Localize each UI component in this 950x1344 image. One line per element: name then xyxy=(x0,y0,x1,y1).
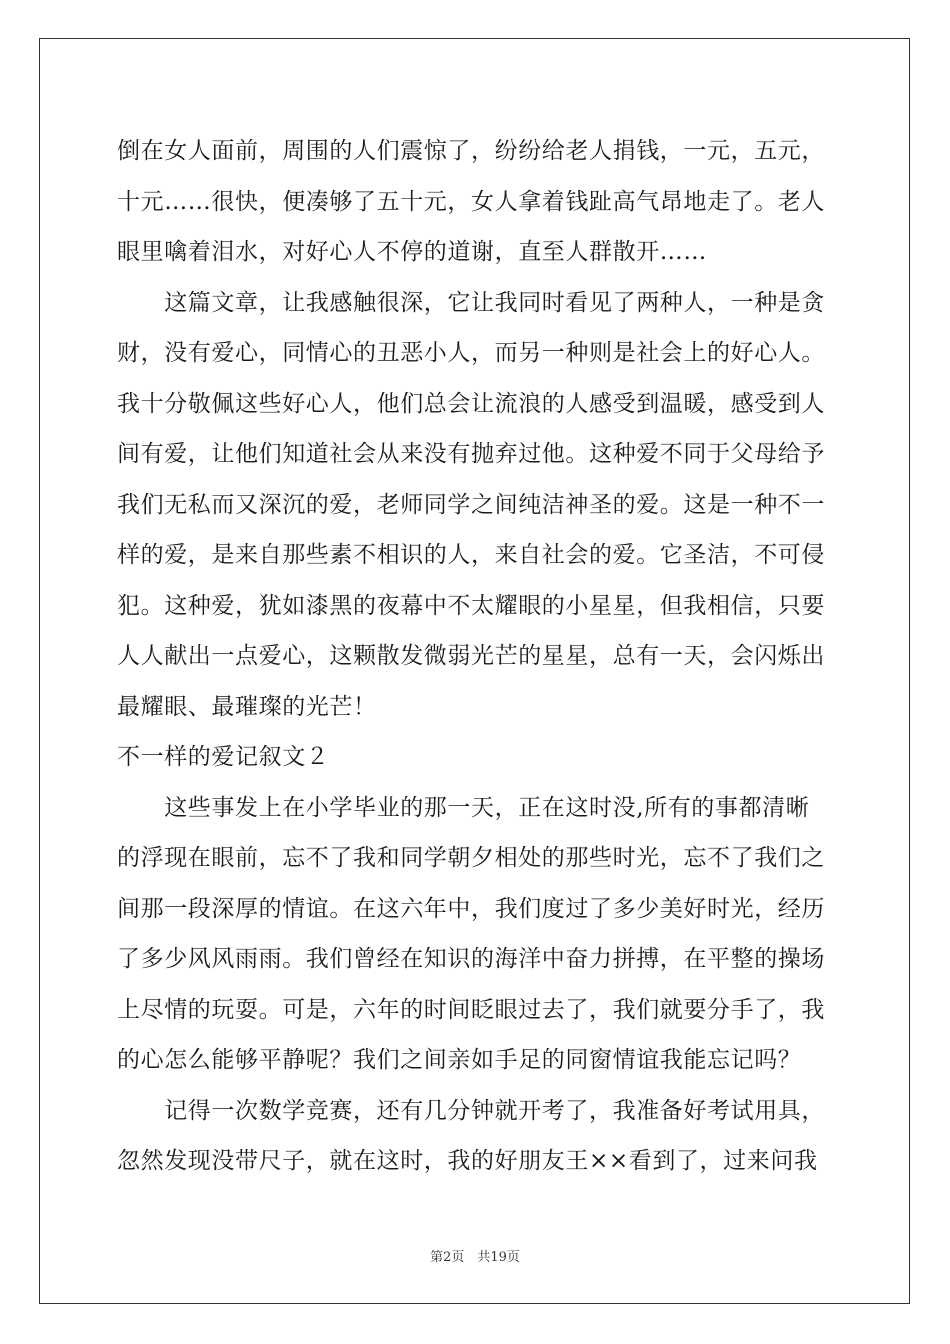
text-line: 人人献出一点爱心，这颗散发微弱光芒的星星，总有一天，会闪烁出 xyxy=(117,643,825,669)
text-line: 样的爱，是来自那些素不相识的人，来自社会的爱。它圣洁，不可侵 xyxy=(117,542,825,568)
text-line: 倒在女人面前，周围的人们震惊了，纷纷给老人捐钱，一元，五元， xyxy=(117,138,825,164)
text-line: 这些事发上在小学毕业的那一天，正在这时没,所有的事都清晰 xyxy=(117,794,810,821)
text-line: 最耀眼、最璀璨的光芒！ xyxy=(117,693,377,720)
text-line: 我们无私而又深沉的爱，老师同学之间纯洁神圣的爱。这是一种不一 xyxy=(117,491,825,518)
text-line: 十元……很快，便凑够了五十元，女人拿着钱趾高气昂地走了。老人 xyxy=(117,188,825,215)
text-line: 上尽情的玩耍。可是，六年的时间眨眼过去了，我们就要分手了，我 xyxy=(117,996,825,1023)
page-number: 第2页 共19页 xyxy=(430,1250,520,1265)
text-line: 我十分敬佩这些好心人，他们总会让流浪的人感受到温暖，感受到人 xyxy=(117,390,825,417)
text-line: 忽然发现没带尺子，就在这时，我的好朋友王××看到了，过来问我 xyxy=(117,1148,818,1174)
text-line: 了多少风风雨雨。我们曾经在知识的海洋中奋力拼搏，在平整的操场 xyxy=(117,946,825,972)
text-line: 这篇文章，让我感触很深，它让我同时看见了两种人，一种是贪 xyxy=(117,289,825,316)
text-line: 的浮现在眼前，忘不了我和同学朝夕相处的那些时光，忘不了我们之 xyxy=(117,845,825,871)
section-heading: 不一样的爱记叙文２ xyxy=(117,744,330,770)
document-body xyxy=(117,126,837,1187)
text-line: 记得一次数学竞赛，还有几分钟就开考了，我准备好考试用具， xyxy=(117,1097,825,1124)
text-line: 间那一段深厚的情谊。在这六年中，我们度过了多少美好时光，经历 xyxy=(117,895,825,922)
text-line: 眼里噙着泪水，对好心人不停的道谢，直至人群散开…… xyxy=(117,239,707,265)
text-line: 犯。这种爱，犹如漆黑的夜幕中不太耀眼的小星星，但我相信，只要 xyxy=(117,592,825,619)
text-line: 的心怎么能够平静呢？我们之间亲如手足的同窗情谊我能忘记吗？ xyxy=(117,1047,802,1073)
text-line: 财，没有爱心，同情心的丑恶小人，而另一种则是社会上的好心人。 xyxy=(117,340,825,366)
text-line: 间有爱，让他们知道社会从来没有抛弃过他。这种爱不同于父母给予 xyxy=(117,441,825,467)
